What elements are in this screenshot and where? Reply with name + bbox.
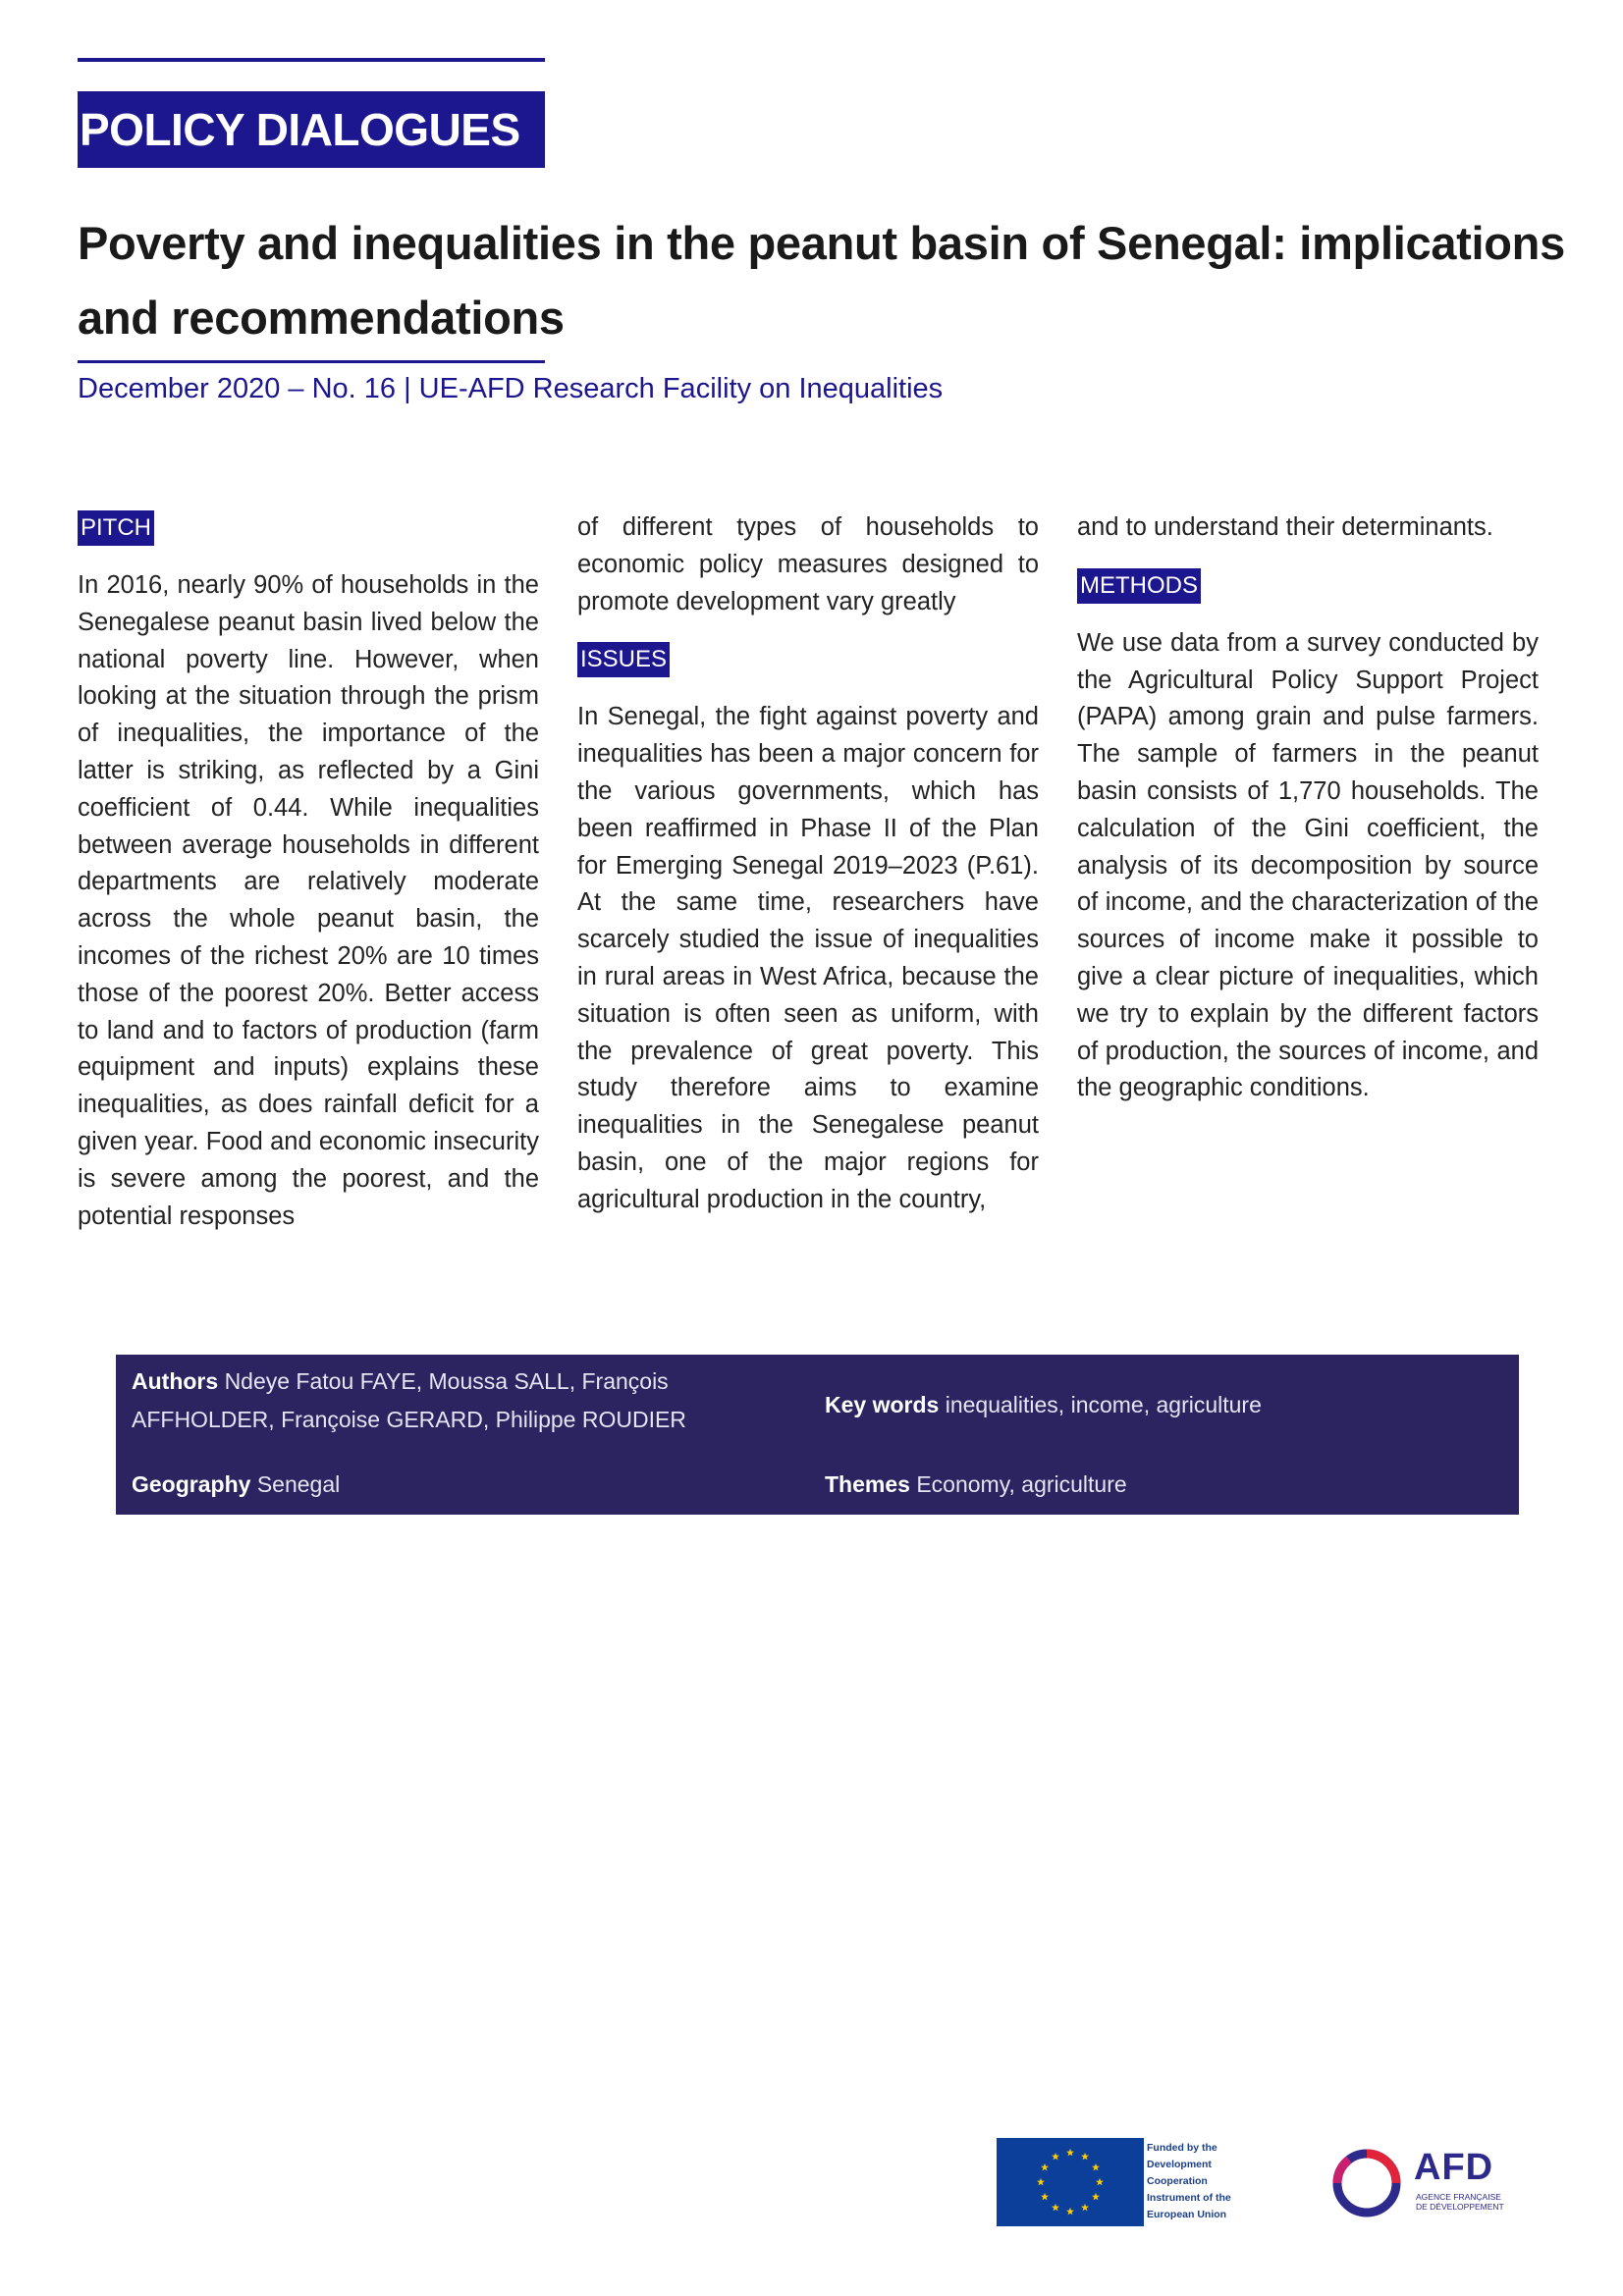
methods-text: We use data from a survey conducted by the Agricultural Policy Support Project (PAPA) among grain and pulse farmers. The sample of farmers in the peanut basin consists of 1,770 households. The calculation of the Gini coefficient, the analysis of its decomposition by source of income, and the characterization of the sources of income make it possible to give a clear picture of inequalities, which we try to explain by the different factors of production, the sources of income, and the geographic conditions. xyxy=(1077,628,1539,1102)
column-3 xyxy=(1077,509,1539,1107)
eu-star-icon xyxy=(1092,2163,1100,2171)
issues-text-continued: and to understand their determinants. xyxy=(1077,513,1493,541)
section-label-pitch: PITCH xyxy=(78,510,154,546)
meta-geography-value: Senegal xyxy=(256,1471,341,1497)
meta-keywords-label: Key words xyxy=(825,1392,940,1417)
title-rule xyxy=(78,360,545,363)
meta-authors-value: Ndeye Fatou FAYE, Moussa SALL, François AFFHOLDER, Françoise GERARD, Philippe ROUDIER xyxy=(132,1368,686,1432)
eu-star-icon xyxy=(1052,2153,1059,2161)
afd-name: AFD xyxy=(1414,2147,1494,2188)
meta-geography xyxy=(132,1466,340,1504)
column-1 xyxy=(78,510,539,1235)
meta-themes-label: Themes xyxy=(825,1471,910,1497)
meta-keywords xyxy=(825,1386,1262,1424)
eu-star-icon xyxy=(1096,2178,1104,2186)
column-2 xyxy=(577,509,1039,1219)
pitch-text: In 2016, nearly 90% of households in the Senegalese peanut basin lived below the national poverty line. However, when looking at the situation through the prism of inequalities, the importance of the latter is striking, as reflected by a Gini coefficient of 0.44. While inequalities between average households in different departments are relatively moderate across the whole peanut basin, the incomes of the richest 20% are 10 times those of the poorest 20%. Better access to land and to factors of production (farm equipment and inputs) explains these inequalities, as does rainfall deficit for a given year. Food and economic insecurity is severe among the poorest, and the potential responses xyxy=(78,571,539,1230)
meta-keywords-value: inequalities, income, agriculture xyxy=(945,1392,1262,1417)
eu-star-icon xyxy=(1041,2193,1049,2201)
meta-geography-label: Geography xyxy=(132,1471,251,1497)
meta-authors-label: Authors xyxy=(132,1368,219,1394)
eu-star-icon xyxy=(1081,2153,1089,2161)
eu-star-icon xyxy=(1066,2149,1074,2157)
pitch-text-continued: of different types of households to economic policy measures designed to promote development vary greatly xyxy=(577,513,1039,615)
meta-themes xyxy=(825,1466,1127,1504)
metadata-box xyxy=(116,1355,1519,1515)
eu-star-icon xyxy=(1081,2204,1089,2212)
series-badge: POLICY DIALOGUES xyxy=(78,91,545,168)
eu-star-icon xyxy=(1052,2204,1059,2212)
eu-star-icon xyxy=(1041,2163,1049,2171)
afd-logo xyxy=(1329,2144,1516,2222)
eu-funding-logo xyxy=(997,2138,1244,2226)
eu-stars-icon xyxy=(997,2138,1144,2226)
afd-ring-icon xyxy=(1329,2144,1408,2222)
document-subtitle: December 2020 – No. 16 | UE-AFD Research Facility on Inequalities xyxy=(78,373,944,404)
eu-funding-text: Funded by the Development Cooperation Instrument of the European Union xyxy=(1147,2142,1231,2220)
issues-text: In Senegal, the fight against poverty and inequalities has been a major concern for the various governments, which has been reaffirmed in Phase II of the Plan for Emerging Senegal 2019–2023 (P.61). At the same time, researchers have scarcely studied the issue of inequalities in rural areas in West Africa, because the situation is often seen as uniform, with the prevalence of great poverty. This study therefore aims to examine inequalities in the Senegalese peanut basin, one of the major regions for agricultural production in the country, xyxy=(577,703,1039,1213)
afd-tagline: AGENCE FRANÇAISE DE DÉVELOPPEMENT xyxy=(1416,2192,1504,2212)
section-label-methods: METHODS xyxy=(1077,568,1201,604)
eu-star-icon xyxy=(1037,2178,1045,2186)
meta-themes-value: Economy, agriculture xyxy=(916,1471,1127,1497)
section-label-issues: ISSUES xyxy=(577,642,670,677)
eu-flag-icon xyxy=(997,2138,1144,2226)
eu-star-icon xyxy=(1066,2208,1074,2216)
eu-star-icon xyxy=(1092,2193,1100,2201)
document-title: Poverty and inequalities in the peanut basin of Senegal: implications and recommendations xyxy=(78,217,1565,344)
meta-authors xyxy=(132,1362,809,1439)
top-rule xyxy=(78,58,545,62)
